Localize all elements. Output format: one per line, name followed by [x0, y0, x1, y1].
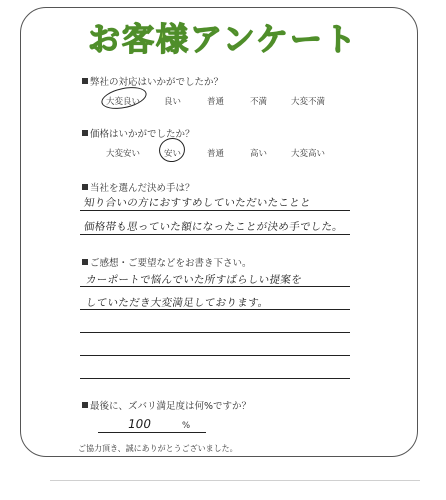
q4-rule-2 — [80, 309, 350, 310]
q3-answer-line-1: 知り合いの方におすすめしていただいたことと — [83, 197, 312, 209]
q2-option-3: 普通 — [207, 149, 225, 159]
q5-answer-rule — [98, 432, 206, 433]
q5-answer-value: 100 — [126, 417, 153, 431]
q4-rule-3 — [80, 332, 350, 333]
q1-option-5: 大変不満 — [291, 97, 326, 107]
thank-you-note: ご協力頂き、誠にありがとうございました。 — [78, 444, 238, 453]
survey-title: お客様アンケート — [87, 20, 359, 58]
q4-rule-1 — [80, 286, 350, 287]
question-2: 価格はいかがでしたか？ — [82, 126, 195, 140]
square-bullet-icon — [82, 130, 88, 136]
question-4: ご感想・ご要望などをお書き下さい。 — [82, 255, 252, 269]
q2-option-5: 大変高い — [291, 149, 326, 159]
q3-rule-2 — [80, 234, 350, 235]
question-1: 弊社の対応はいかがでしたか？ — [82, 74, 223, 88]
square-bullet-icon — [82, 402, 88, 408]
q4-rule-4 — [80, 355, 350, 356]
question-5: 最後に、ズバリ満足度は何%ですか？ — [82, 398, 251, 412]
q1-option-4: 不満 — [250, 97, 268, 107]
square-bullet-icon — [82, 259, 88, 265]
q4-answer-line-2: していただき大変満足しております。 — [85, 297, 270, 309]
bottom-divider — [50, 480, 420, 481]
q2-option-1: 大変安い — [106, 149, 141, 159]
q3-answer-line-2: 価格帯も思っていた額になったことが決め手でした。 — [83, 221, 344, 233]
q1-option-1: 大変良い — [106, 97, 141, 107]
q2-option-4: 高い — [250, 149, 268, 159]
question-3: 当社を選んだ決め手は？ — [82, 180, 195, 194]
q2-option-2: 安い — [164, 149, 182, 159]
q1-option-3: 普通 — [207, 97, 225, 107]
q4-rule-5 — [80, 378, 350, 379]
square-bullet-icon — [82, 184, 88, 190]
square-bullet-icon — [82, 78, 88, 84]
q4-answer-line-1: カーポートで悩んでいた所すばらしい提案を — [85, 274, 303, 286]
q3-rule-1 — [80, 210, 350, 211]
q5-percent-unit: % — [182, 421, 191, 431]
q1-option-2: 良い — [164, 97, 182, 107]
